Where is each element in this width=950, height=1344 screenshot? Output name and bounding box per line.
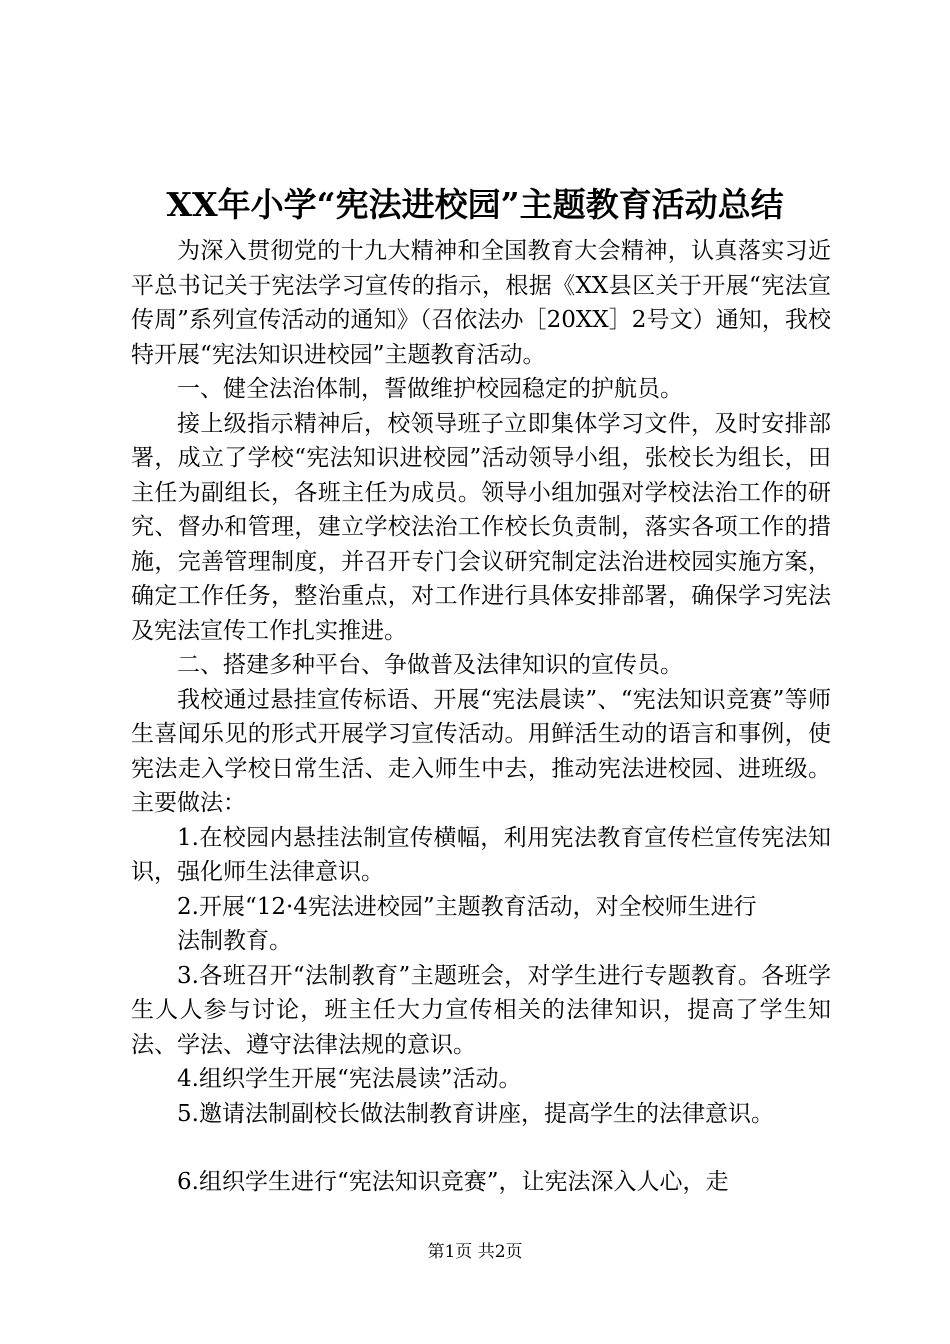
document-title: XX年小学“宪法进校园”主题教育活动总结 [166, 185, 784, 224]
list-item-3: 3.各班召开“法制教育”主题班会，对学生进行专题教育。各班学生人人参与讨论，班主任大力宣传相关的法律知识，提高了学生知法、学法、遵守法律法规的意识。 [131, 962, 831, 1058]
section-heading-2: 二、搭建多种平台、争做普及法律知识的宣传员。 [177, 652, 683, 678]
list-item-4: 4.组织学生开展“宪法晨读”活动。 [177, 1066, 522, 1092]
list-item-6: 6.组织学生进行“宪法知识竞赛”，让宪法深入人心，走 [177, 1169, 729, 1195]
list-item-1: 1.在校园内悬挂法制宣传横幅，利用宪法教育宣传栏宣传宪法知识，强化师生法律意识。 [131, 824, 831, 885]
list-item-2: 2.开展“12·4宪法进校园”主题教育活动，对全校师生进行 [177, 893, 757, 920]
intro-paragraph: 为深入贯彻党的十九大精神和全国教育大会精神，认真落实习近平总书记关于宪法学习宣传的指示，根据《XX县区关于开展“宪法宣传周”系列宣传活动的通知》（召依法办［20XX］2号文）通知，我校特开展“宪法知识进校园”主题教育活动。 [131, 238, 831, 368]
section-heading-1: 一、健全法治体制，誓做维护校园稳定的护航员。 [177, 376, 683, 402]
list-item-5: 5.邀请法制副校长做法制教育讲座，提高学生的法律意识。 [177, 1100, 774, 1127]
page-footer: 第1页 共2页 [427, 1242, 523, 1262]
list-item-2-continuation: 法制教育。 [177, 928, 292, 954]
section-1-paragraph: 接上级指示精神后，校领导班子立即集体学习文件，及时安排部署，成立了学校“宪法知识进校园”活动领导小组，张校长为组长，田主任为副组长，各班主任为成员。领导小组加强对学校法治工作的研究、督办和管理，建立学校法治工作校长负责制，落实各项工作的措施，完善管理制度，并召开专门会议研究制定法治进校园实施方案，确定工作任务，整治重点，对工作进行具体安排部署，确保学习宪法及宪法宣传工作扎实推进。 [131, 410, 831, 644]
document-body [131, 234, 831, 1200]
section-2-paragraph: 我校通过悬挂宣传标语、开展“宪法晨读”、“宪法知识竞赛”等师生喜闻乐见的形式开展学习宣传活动。用鲜活生动的语言和事例，使宪法走入学校日常生活、走入师生中去，推动宪法进校园、进班级。主要做法： [131, 686, 831, 816]
